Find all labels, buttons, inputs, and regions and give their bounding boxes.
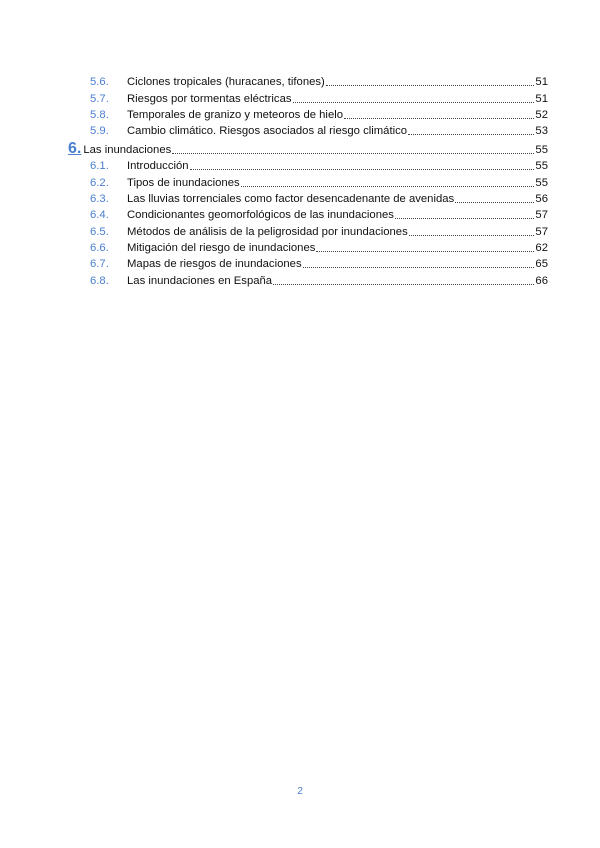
toc-chapter-title: Las inundaciones bbox=[83, 144, 172, 157]
toc-entry-number: 5.6. bbox=[90, 76, 109, 89]
toc-entry-number: 6.2. bbox=[90, 176, 109, 189]
toc-entry-6-1[interactable] bbox=[68, 157, 548, 173]
toc-entry-6-6[interactable] bbox=[68, 239, 548, 255]
toc-entry-number: 6.4. bbox=[90, 209, 109, 222]
toc-entry-5-6[interactable] bbox=[68, 73, 548, 89]
dot-leader bbox=[344, 118, 534, 119]
toc-entry-title: Mapas de riesgos de inundaciones bbox=[127, 258, 302, 271]
toc-entry-title: Tipos de inundaciones bbox=[127, 176, 240, 189]
toc-entry-title: Condicionantes geomorfológicos de las inundaciones bbox=[127, 209, 394, 222]
toc-entry-title: Las inundaciones en España bbox=[127, 274, 273, 287]
dot-leader bbox=[241, 186, 535, 187]
dot-leader bbox=[273, 284, 534, 285]
toc-entry-5-7[interactable] bbox=[68, 89, 548, 105]
toc-entry-6-7[interactable] bbox=[68, 255, 548, 271]
toc-entry-title: Temporales de granizo y meteoros de hielo bbox=[127, 108, 344, 121]
toc-chapter-number: 6. bbox=[68, 140, 82, 158]
toc-entry-6-8[interactable] bbox=[68, 271, 548, 287]
toc-entry-number: 6.3. bbox=[90, 193, 109, 206]
toc-entry-title: Introducción bbox=[127, 160, 189, 173]
dot-leader bbox=[409, 235, 535, 236]
toc-entry-number: 6.7. bbox=[90, 258, 109, 271]
dot-leader bbox=[408, 134, 534, 135]
toc-entry-number: 5.7. bbox=[90, 92, 109, 105]
dot-leader bbox=[455, 202, 534, 203]
toc-entry-5-9[interactable] bbox=[68, 122, 548, 138]
toc-entry-page: 52 bbox=[535, 108, 548, 121]
toc-entry-page: 51 bbox=[535, 92, 548, 105]
toc-entry-5-8[interactable] bbox=[68, 106, 548, 122]
toc-entry-6-3[interactable] bbox=[68, 190, 548, 206]
toc-entry-6-5[interactable] bbox=[68, 222, 548, 238]
dot-leader bbox=[293, 102, 535, 103]
toc-entry-page: 55 bbox=[535, 176, 548, 189]
toc-entry-page: 55 bbox=[535, 160, 548, 173]
toc-entry-title: Cambio climático. Riesgos asociados al riesgo climático bbox=[127, 125, 408, 138]
dot-leader bbox=[190, 169, 535, 170]
toc-entry-number: 6.5. bbox=[90, 225, 109, 238]
toc-entry-page: 53 bbox=[535, 125, 548, 138]
toc-entry-title: Métodos de análisis de la peligrosidad por inundaciones bbox=[127, 225, 408, 238]
dot-leader bbox=[316, 251, 534, 252]
dot-leader bbox=[395, 218, 535, 219]
toc-entry-6-2[interactable] bbox=[68, 173, 548, 189]
toc-entry-6-4[interactable] bbox=[68, 206, 548, 222]
toc-entry-title: Las lluvias torrenciales como factor desencadenante de avenidas bbox=[127, 193, 455, 206]
toc-entry-title: Ciclones tropicales (huracanes, tifones) bbox=[127, 76, 325, 89]
toc-entry-title: Riesgos por tormentas eléctricas bbox=[127, 92, 292, 105]
toc-entry-number: 5.9. bbox=[90, 125, 109, 138]
footer-page-number: 2 bbox=[297, 786, 303, 797]
dot-leader bbox=[172, 153, 534, 154]
toc-entry-title: Mitigación del riesgo de inundaciones bbox=[127, 241, 316, 254]
toc-entry-page: 65 bbox=[535, 258, 548, 271]
toc-entry-number: 6.1. bbox=[90, 160, 109, 173]
toc-entry-page: 57 bbox=[535, 209, 548, 222]
dot-leader bbox=[326, 85, 535, 86]
toc-entry-number: 6.6. bbox=[90, 241, 109, 254]
toc-entry-page: 62 bbox=[535, 241, 548, 254]
toc-entry-page: 57 bbox=[535, 225, 548, 238]
toc-entry-page: 51 bbox=[535, 76, 548, 89]
toc-entry-number: 5.8. bbox=[90, 108, 109, 121]
toc-entry-number: 6.8. bbox=[90, 274, 109, 287]
toc-entry-page: 66 bbox=[535, 274, 548, 287]
dot-leader bbox=[303, 267, 535, 268]
toc-entry-page: 56 bbox=[535, 193, 548, 206]
toc-chapter-6[interactable] bbox=[68, 138, 548, 157]
toc-chapter-page: 55 bbox=[535, 144, 548, 157]
table-of-contents bbox=[68, 73, 548, 288]
